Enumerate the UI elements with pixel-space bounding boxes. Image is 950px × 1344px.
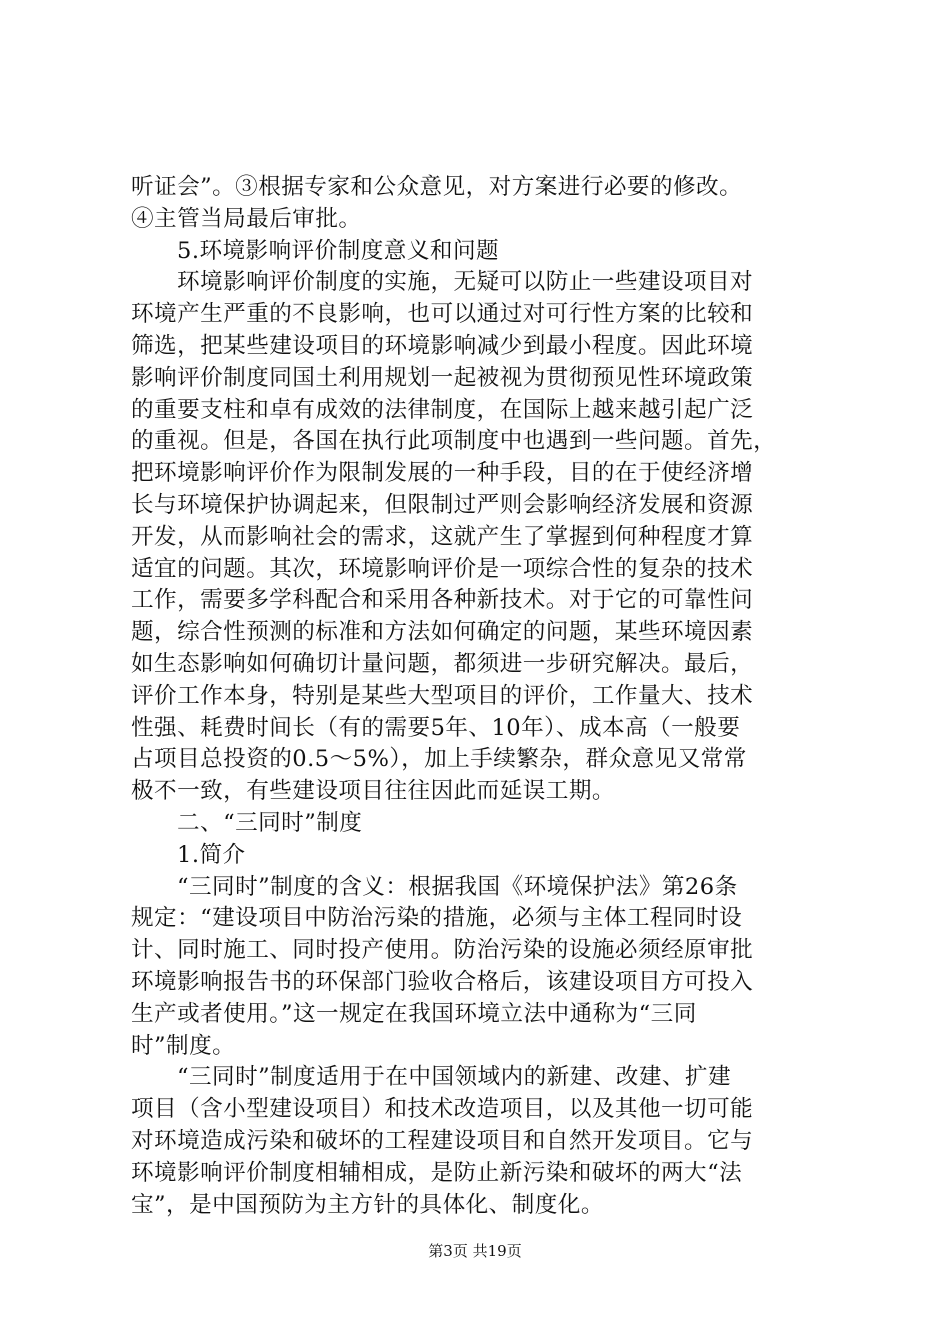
document-body — [131, 172, 831, 1221]
text-line: 的重视。但是，各国在执行此项制度中也遇到一些问题。首先， — [131, 428, 777, 455]
section-heading: 二、“三同时”制度 — [177, 809, 363, 836]
text-line: 筛选，把某些建设项目的环境影响减少到最小程度。因此环境 — [131, 332, 754, 359]
text-line: 开发，从而影响社会的需求，这就产生了掌握到何种程度才算 — [131, 523, 754, 550]
text-line: 的重要支柱和卓有成效的法律制度，在国际上越来越引起广泛 — [131, 396, 754, 423]
paragraph-start-line: 环境影响评价制度的实施，无疑可以防止一些建设项目对 — [177, 269, 754, 296]
text-line: 宝”，是中国预防为主方针的具体化、制度化。 — [131, 1191, 604, 1218]
text-line: 性强、耗费时间长（有的需要5年、10年）、成本高（一般要 — [131, 714, 741, 741]
text-line: 影响评价制度同国土利用规划一起被视为贯彻预见性环境政策 — [131, 364, 754, 391]
text-line: 听证会”。③根据专家和公众意见，对方案进行必要的修改。 — [131, 174, 743, 200]
text-line: 题，综合性预测的标准和方法如何确定的问题，某些环境因素 — [131, 619, 754, 646]
subsection-heading: 1.简介 — [177, 841, 246, 868]
text-line: 对环境造成污染和破坏的工程建设项目和自然开发项目。它与 — [131, 1127, 754, 1154]
text-line: 环境影响评价制度相辅相成，是防止新污染和破坏的两大“法 — [131, 1159, 743, 1186]
text-line: 环境产生严重的不良影响，也可以通过对可行性方案的比较和 — [131, 301, 754, 328]
text-line: 占项目总投资的0.5～5%），加上手续繁杂，群众意见又常常 — [131, 746, 747, 773]
page-number-label: 第3页 共19页 — [428, 1242, 522, 1260]
text-line: 环境影响报告书的环保部门验收合格后，该建设项目方可投入 — [131, 968, 754, 995]
text-line: 生产或者使用。”这一规定在我国环境立法中通称为“三同 — [131, 1000, 697, 1027]
text-line: 长与环境保护协调起来，但限制过严则会影响经济发展和资源 — [131, 491, 754, 518]
text-line: 把环境影响评价作为限制发展的一种手段，目的在于使经济增 — [131, 460, 754, 487]
text-line: ④主管当局最后审批。 — [131, 205, 362, 232]
text-line: 如生态影响如何确切计量问题，都须进一步研究解决。最后， — [131, 650, 754, 677]
section-heading: 5.环境影响评价制度意义和问题 — [177, 237, 500, 264]
paragraph-start-line: “三同时”制度的含义：根据我国《环境保护法》第26条 — [177, 873, 738, 900]
text-line: 极不一致，有些建设项目往往因此而延误工期。 — [131, 778, 615, 805]
text-line: 适宜的问题。其次，环境影响评价是一项综合性的复杂的技术 — [131, 555, 754, 582]
paragraph-start-line: “三同时”制度适用于在中国领域内的新建、改建、扩建 — [177, 1064, 732, 1091]
text-line: 规定：“建设项目中防治污染的措施，必须与主体工程同时设 — [131, 905, 743, 932]
text-line: 项目（含小型建设项目）和技术改造项目，以及其他一切可能 — [131, 1096, 754, 1123]
text-line: 工作，需要多学科配合和采用各种新技术。对于它的可靠性问 — [131, 587, 754, 614]
text-line: 时”制度。 — [131, 1032, 236, 1059]
text-line: 评价工作本身，特别是某些大型项目的评价，工作量大、技术 — [131, 682, 754, 709]
page-footer — [0, 1241, 950, 1261]
text-line: 计、同时施工、同时投产使用。防治污染的设施必须经原审批 — [131, 937, 754, 964]
